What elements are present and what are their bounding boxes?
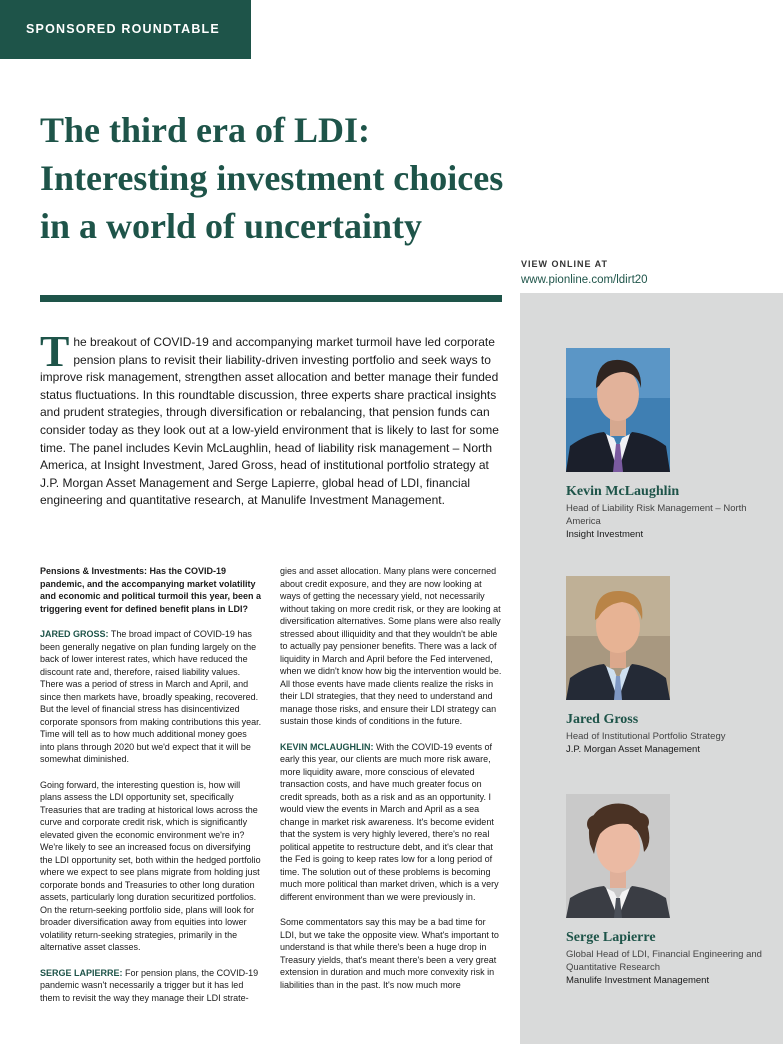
answer-paragraph xyxy=(40,967,263,1005)
panelist-role: Head of Institutional Portfolio Strategy xyxy=(566,731,726,742)
title-line: Interesting investment choices xyxy=(40,158,504,198)
article-title xyxy=(40,106,530,250)
speaker-label: SERGE LAPIERRE: xyxy=(40,967,123,978)
answer-paragraph: gies and asset allocation. Many plans were concerned about credit exposure, and they are now looking at ways of getting the necessary yield, not necessarily without taking on more credit risk, or they are looking at diversification alternatives. Some plans were also really stressed about illiquidity and that they wouldn't be able to actually pay pensioner benefits. There was a lack of liquidity in March and April before the Fed intervened, when we didn't know how big the intervention would be. All those events have made clients realize the risks in their LDI strategies, that they need to understand and manage those risks, and ensure their LDI strategy can sustain those kinds of conditions in the future. xyxy=(280,566,502,726)
answer-paragraph xyxy=(40,628,263,766)
panelist-org: Manulife Investment Management xyxy=(566,975,710,986)
panelist-card xyxy=(566,348,766,541)
title-line: The third era of LDI: xyxy=(40,110,370,150)
person-portrait-icon xyxy=(566,576,670,700)
person-portrait-icon xyxy=(566,794,670,918)
title-divider xyxy=(40,295,502,302)
answer-paragraph: Going forward, the interesting question is, how will plans assess the LDI opportunity set, specifically Treasuries that are trading at historical lows across the curve and corporate credit risk, which is significantly elevated given the economic environment we're in? We're likely to see an increased focus on diversifying the LDI opportunity set, both within the hedged portfolio where we expect to see plans migrate from holding just corporate bonds and Treasuries to other long duration assets, particularly long duration securitized portfolios. On the return-seeking portfolio side, plans will look for broader diversification away from equities into lower volatility return-seeking strategies, primarily in the alternative asset classes. xyxy=(40,779,261,952)
answer-text: With the COVID-19 events of early this year, our clients are much more risk aware, more liquidity aware, more conscious of elevated transaction costs, and have much greater focus on credit spreads, both as a risk and as an opportunity. I would view the events in March and April as a sea change in market risk awareness. It's become evident that the system is very highly levered, there's no real political appetite to restructure debt, and it's clear that the Fed is going to keep rates low for a long period of time. The solution out of these problems is becoming much more political than market driven, which is a very different environment than we were previously in. xyxy=(280,741,499,902)
view-online-label: VIEW ONLINE AT xyxy=(521,259,608,269)
answer-text: For pension plans, the COVID-19 pandemic wasn't necessarily a trigger but it has led them to revisit the way they manage their LDI strate- xyxy=(40,967,259,1003)
panelist-card xyxy=(566,576,766,756)
panelist-photo xyxy=(566,576,670,700)
answer-paragraph: Some commentators say this may be a bad time for LDI, but we take the opposite view. What's important to understand is that while there's been a huge drop in Treasury yields, that's meant there's been a very great extension in duration and much more convexity risk in liabilities than in the past. It's now much more xyxy=(280,917,499,990)
panelist-name: Serge Lapierre xyxy=(566,930,656,945)
panelist-card xyxy=(566,794,766,987)
intro-text: he breakout of COVID-19 and accompanying market turmoil have led corporate pension plans to revisit their liability-driven investing portfolio and seek ways to improve risk management, strengthen asset allocation and better manage their funded status fluctuations. In this roundtable discussion, three experts share practical insights and prudent strategies, through diversification or rebalancing, that pension funds can consider today as they look out at a low-yield environment that is likely to last for some time. The panel includes Kevin McLaughlin, head of liability risk management – North America, at Insight Investment, Jared Gross, head of institutional portfolio strategy at J.P. Morgan Asset Management and Serge Lapierre, global head of LDI, financial engineering and quantitative research, at Manulife Investment Management. xyxy=(40,335,499,508)
panelist-org: J.P. Morgan Asset Management xyxy=(566,744,700,755)
article-column-2 xyxy=(280,565,503,1004)
view-online-link[interactable]: www.pionline.com/ldirt20 xyxy=(521,274,648,286)
view-online-block xyxy=(521,258,771,288)
sponsored-badge: SPONSORED ROUNDTABLE xyxy=(0,0,251,59)
panelist-role: Head of Liability Risk Management – North America xyxy=(566,503,747,527)
speaker-label: JARED GROSS: xyxy=(40,629,109,639)
panelist-photo xyxy=(566,348,670,472)
person-portrait-icon xyxy=(566,348,670,472)
panelist-org: Insight Investment xyxy=(566,529,644,540)
answer-paragraph xyxy=(280,741,503,904)
speaker-label: KEVIN MCLAUGHLIN: xyxy=(280,741,374,752)
drop-cap: T xyxy=(40,327,70,376)
answer-text: The broad impact of COVID-19 has been generally negative on plan funding largely on the back of lower interest rates, which have reduced the discount rate and, therefore, raised liability values. There was a period of stress in March and April, and since then markets have, broadly speaking, recovered. But the level of financial stress has disincentivized corporate sponsors from making contributions this year. Time will tell as to how much additional money goes into plans through 2020 but we'd expect that it will be somewhat diminished. xyxy=(40,629,262,764)
intro-paragraph xyxy=(40,327,503,510)
panelist-role: Global Head of LDI, Financial Engineering and Quantitative Research xyxy=(566,949,762,973)
panelist-name: Kevin McLaughlin xyxy=(566,484,680,499)
article-column-1 xyxy=(40,565,263,1017)
panelist-photo xyxy=(566,794,670,918)
title-line: in a world of uncertainty xyxy=(40,206,422,246)
interview-question: Pensions & Investments: Has the COVID-19 pandemic, and the accompanying market volatility and economic and political turmoil this year, been a triggering event for defined benefit plans in LDI? xyxy=(40,566,262,614)
panelist-name: Jared Gross xyxy=(566,712,639,727)
